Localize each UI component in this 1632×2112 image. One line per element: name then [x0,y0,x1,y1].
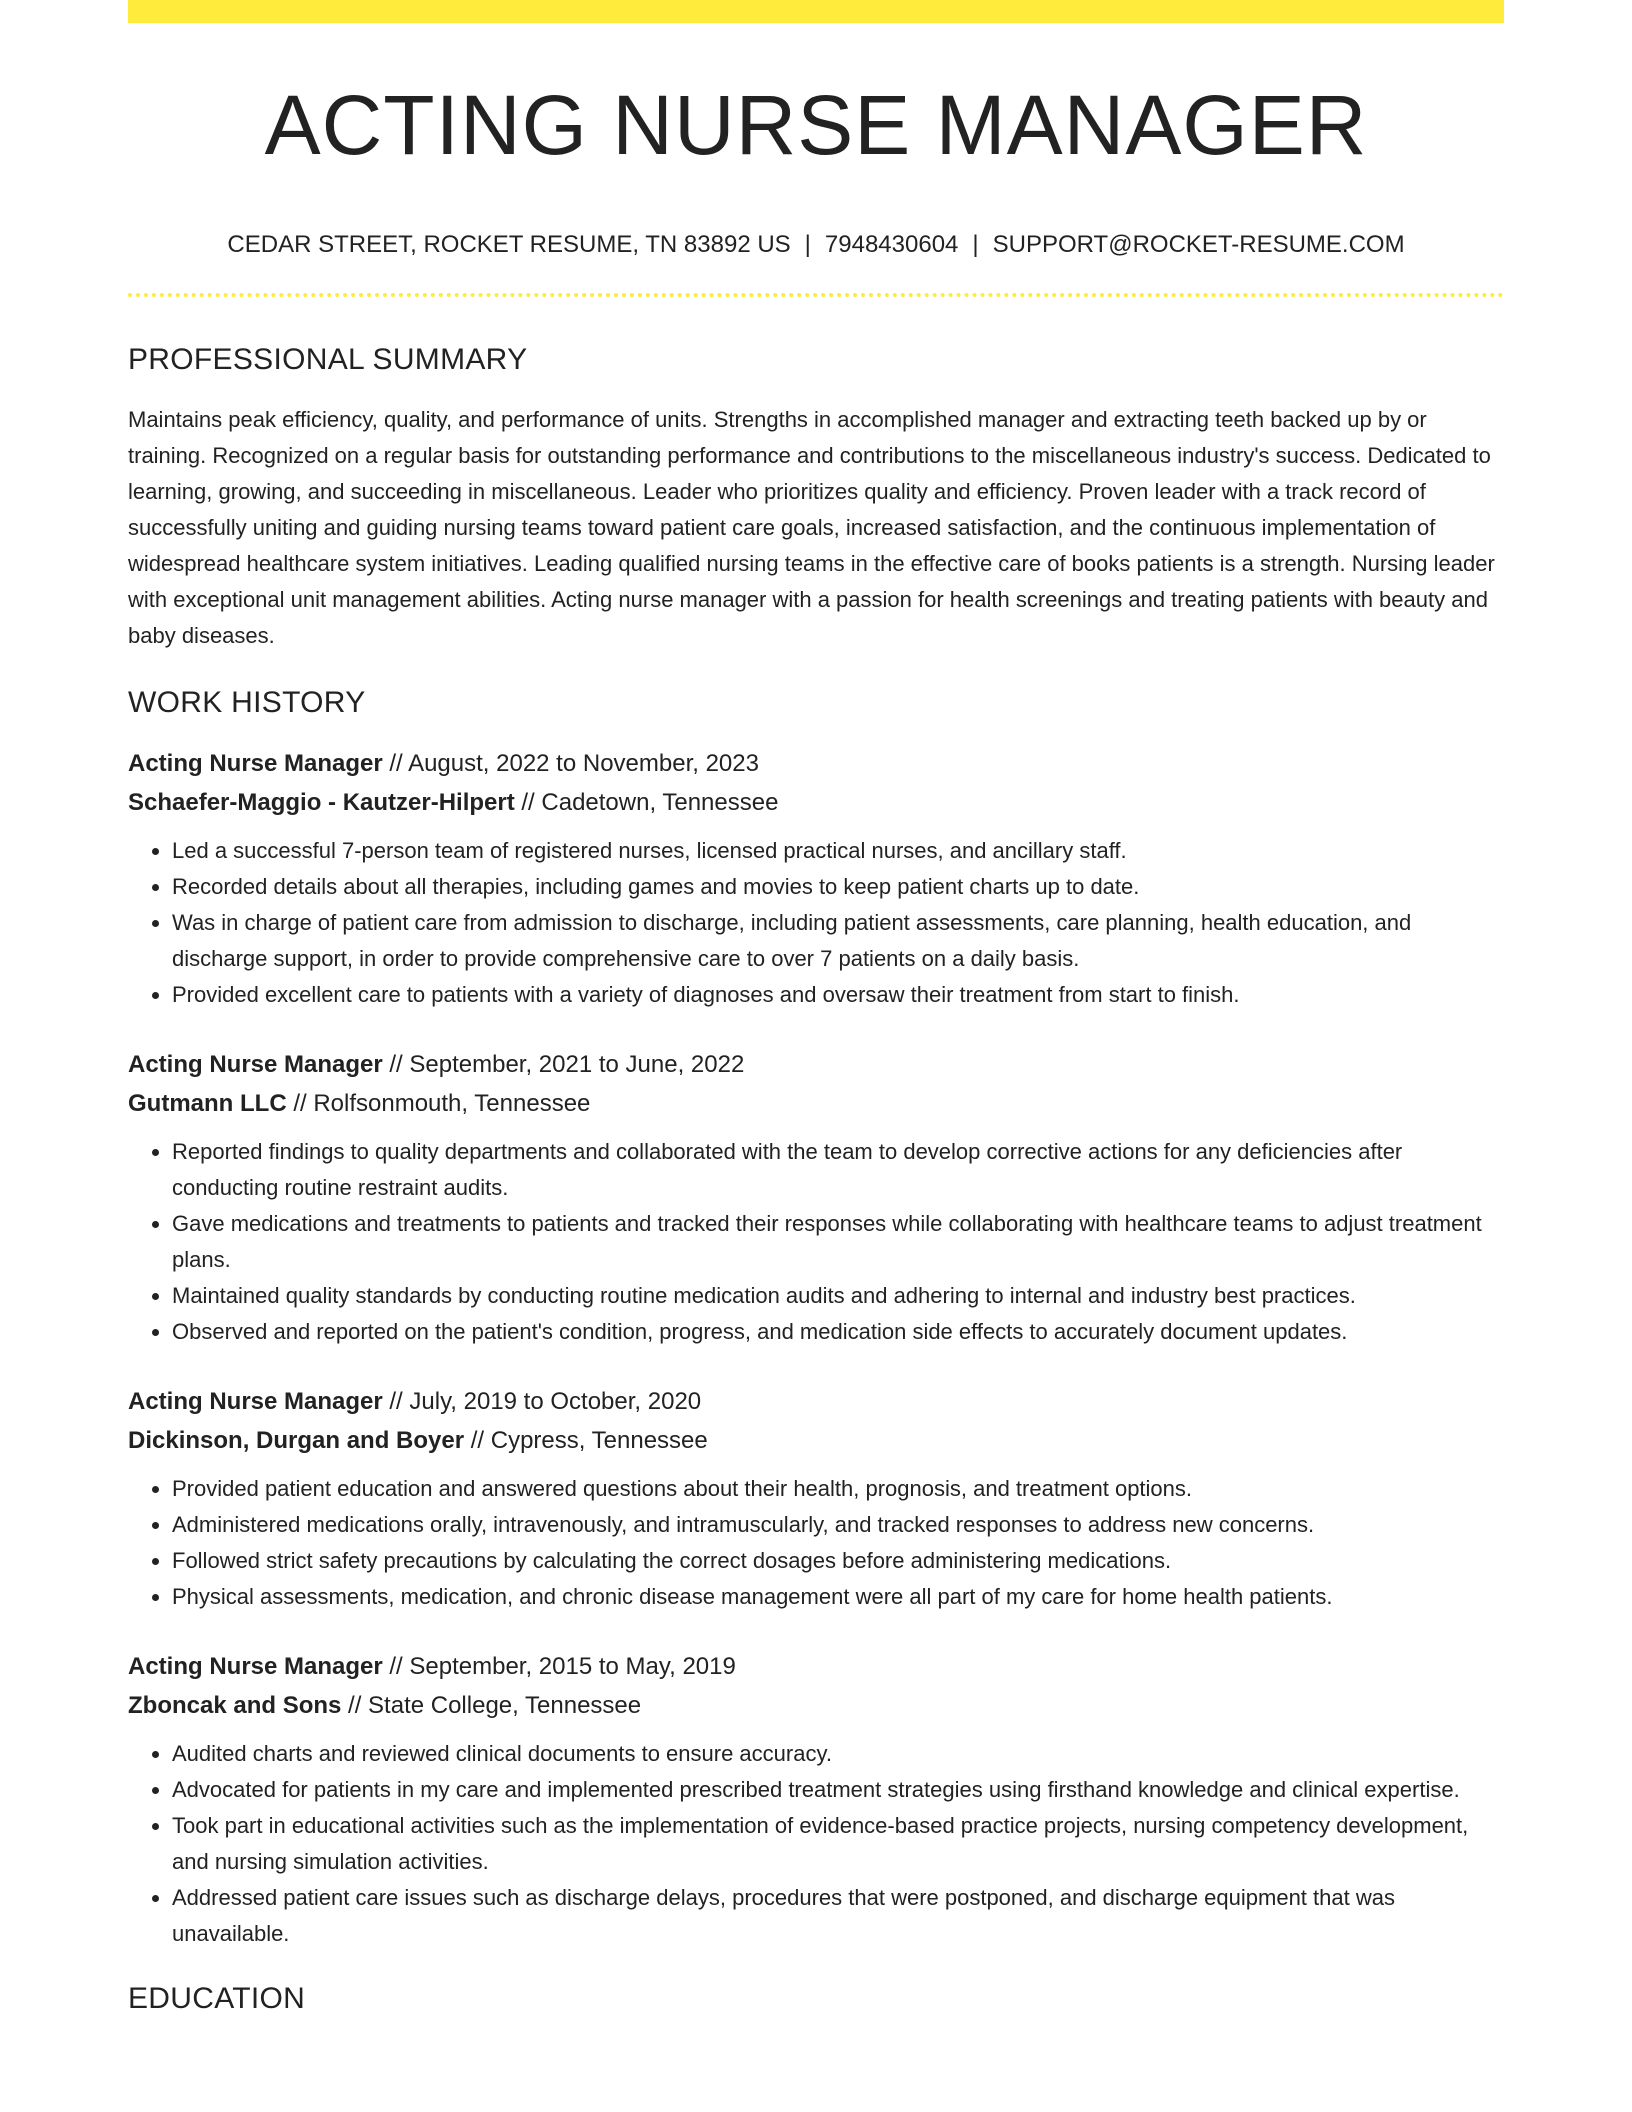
summary-text: Maintains peak efficiency, quality, and performance of units. Strengths in accomplished manager and extracting teeth backed up by or training. Recognized on a regular basis for outstanding performance and contributions to the miscellaneous industry's success. Dedicated to learning, growing, and succeeding in miscellaneous. Leader who prioritizes quality and efficiency. Proven leader with a track record of successfully uniting and guiding nursing teams toward patient care goals, increased satisfaction, and the continuous implementation of widespread healthcare system initiatives. Leading qualified nursing teams in the effective care of books patients is a strength. Nursing leader with exceptional unit management abilities. Acting nurse manager with a passion for health screenings and treating patients with beauty and baby diseases. [128,407,1495,648]
job-company-line [128,1421,1504,1460]
job-title-line [128,1647,1504,1686]
contact-address: CEDAR STREET, ROCKET RESUME, TN 83892 US [227,231,791,258]
job-title-line [128,1382,1504,1421]
job-title: Acting Nurse Manager [128,1051,383,1078]
job-location: // Rolfsonmouth, Tennessee [286,1090,591,1117]
job-bullet: • Advocated for patients in my care and implemented prescribed treatment strategies using firsthand knowledge and clinical expertise. [172,1772,1504,1808]
job-entry [128,1647,1504,1952]
job-location: // State College, Tennessee [341,1692,642,1719]
job-bullet: • Took part in educational activities such as the implementation of evidence-based practice projects, nursing competency development, and nursing simulation activities. [172,1808,1504,1880]
job-bullet: • Audited charts and reviewed clinical documents to ensure accuracy. [172,1736,1504,1772]
job-title-line [128,1045,1504,1084]
job-bullet: • Gave medications and treatments to patients and tracked their responses while collaborating with healthcare teams to adjust treatment plans. [172,1206,1504,1278]
contact-email: SUPPORT@ROCKET-RESUME.COM [992,231,1405,258]
job-bullets [128,1134,1504,1350]
job-entry [128,1045,1504,1350]
job-company-line [128,1686,1504,1725]
job-dates: // September, 2015 to May, 2019 [382,1653,736,1680]
job-bullet: • Reported findings to quality departments and collaborated with the team to develop corrective actions for any deficiencies after conducting routine restraint audits. [172,1134,1504,1206]
contact-separator: | [804,231,811,258]
resume-page [128,0,1504,2014]
job-bullet: • Maintained quality standards by conducting routine medication audits and adhering to internal and industry best practices. [172,1278,1504,1314]
job-bullet: • Administered medications orally, intravenously, and intramuscularly, and tracked responses to address new concerns. [172,1507,1504,1543]
job-dates: // September, 2021 to June, 2022 [382,1051,745,1078]
job-bullet: • Led a successful 7-person team of registered nurses, licensed practical nurses, and ancillary staff. [172,833,1504,869]
job-title-line [128,744,1504,783]
job-bullet: • Was in charge of patient care from admission to discharge, including patient assessments, care planning, health education, and discharge support, in order to provide comprehensive care to over 7 patients on a daily basis. [172,905,1504,977]
job-location: // Cypress, Tennessee [464,1427,708,1454]
job-bullet: • Recorded details about all therapies, including games and movies to keep patient charts up to date. [172,869,1504,905]
work-history-list [128,744,1504,1952]
job-dates: // August, 2022 to November, 2023 [382,750,759,777]
job-company-line [128,783,1504,822]
job-bullet: • Observed and reported on the patient's condition, progress, and medication side effects to accurately document updates. [172,1314,1504,1350]
job-entry [128,744,1504,1013]
job-title: Acting Nurse Manager [128,1653,383,1680]
job-bullets [128,1736,1504,1952]
job-company: Gutmann LLC [128,1090,287,1117]
job-bullet: • Addressed patient care issues such as discharge delays, procedures that were postponed, and discharge equipment that was unavailable. [172,1880,1504,1952]
job-bullet: • Provided patient education and answered questions about their health, prognosis, and treatment options. [172,1471,1504,1507]
page-title: ACTING NURSE MANAGER [264,78,1368,172]
job-bullets [128,833,1504,1013]
dotted-divider [128,293,1504,297]
contact-line [128,233,1504,257]
job-entry [128,1382,1504,1615]
job-bullet: • Provided excellent care to patients with a variety of diagnoses and oversaw their treatment from start to finish. [172,977,1504,1013]
job-location: // Cadetown, Tennessee [514,789,779,816]
contact-phone: 7948430604 [824,231,959,258]
job-company: Dickinson, Durgan and Boyer [128,1427,465,1454]
job-company-line [128,1084,1504,1123]
job-company: Zboncak and Sons [128,1692,342,1719]
summary-heading: PROFESSIONAL SUMMARY [128,343,528,376]
job-dates: // July, 2019 to October, 2020 [382,1388,702,1415]
job-bullets [128,1471,1504,1615]
job-title: Acting Nurse Manager [128,750,383,777]
work-history-heading: WORK HISTORY [128,686,366,719]
job-title: Acting Nurse Manager [128,1388,383,1415]
education-heading: EDUCATION [128,1982,306,2015]
job-bullet: • Physical assessments, medication, and chronic disease management were all part of my care for home health patients. [172,1579,1504,1615]
contact-separator: | [972,231,979,258]
job-bullet: • Followed strict safety precautions by calculating the correct dosages before administering medications. [172,1543,1504,1579]
job-company: Schaefer-Maggio - Kautzer-Hilpert [128,789,515,816]
accent-top-bar [128,0,1504,23]
